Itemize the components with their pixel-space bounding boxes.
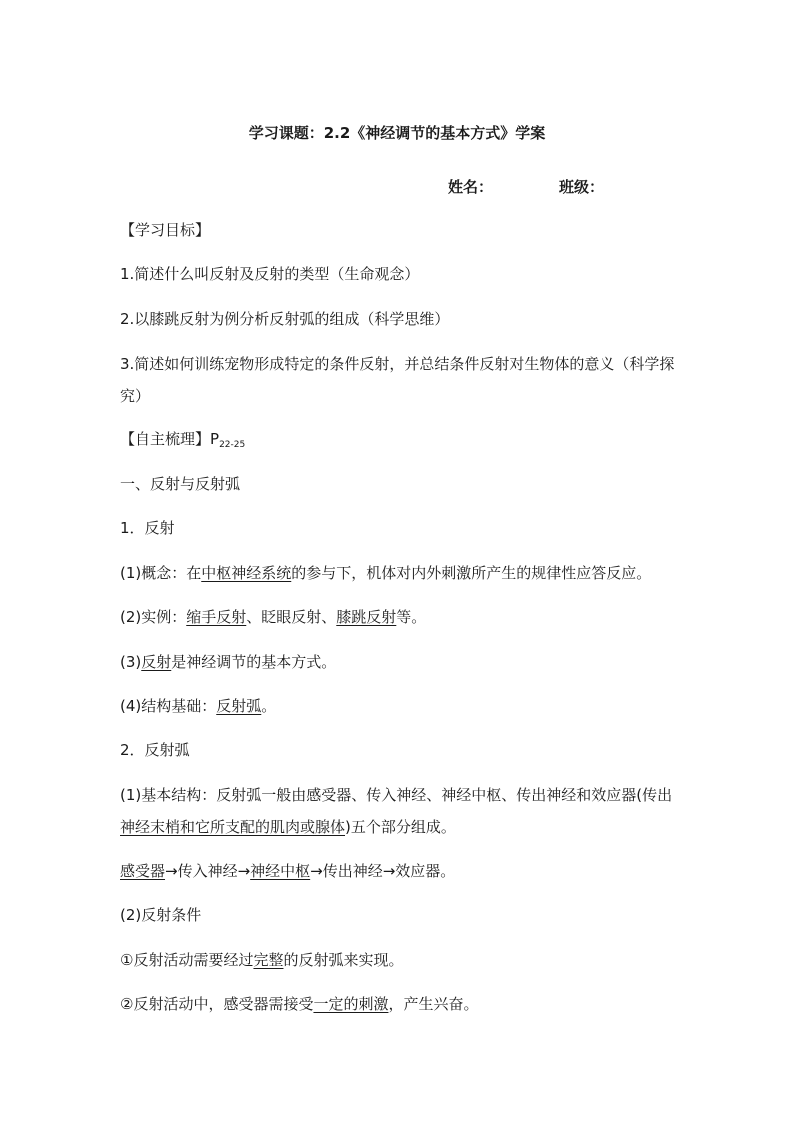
basic-mode-paragraph <box>120 652 682 672</box>
concept-paragraph <box>120 563 682 583</box>
text: (1)基本结构：反射弧一般由感受器、传入神经、神经中枢、传出神经和效应器(传出 <box>120 786 673 804</box>
goal-item-1: 1.简述什么叫反射及反射的类型（生命观念） <box>120 265 420 283</box>
text: (3) <box>120 653 142 671</box>
text: 、眨眼反射、 <box>246 608 337 626</box>
goal-item-3: 3.简述如何训练宠物形成特定的条件反射，并总结条件反射对生物体的意义（科学探究） <box>120 355 675 405</box>
text: 等。 <box>396 608 427 626</box>
page-title: 学习课题：2.2《神经调节的基本方式》学案 <box>248 124 546 142</box>
section-title: 一、反射与反射弧 <box>120 475 241 493</box>
reflex-conditions-heading: (2)反射条件 <box>120 906 202 924</box>
text: ，产生兴奋。 <box>388 995 479 1013</box>
self-study-heading <box>120 429 682 455</box>
answer-underline: 中枢神经系统 <box>201 564 292 582</box>
condition-1-paragraph <box>120 950 682 970</box>
condition-2-paragraph <box>120 994 682 1014</box>
page-ref-range: 22-25 <box>219 440 246 450</box>
answer-underline: 反射 <box>141 653 172 671</box>
pathway-paragraph <box>120 861 682 881</box>
text: (1)概念：在 <box>120 564 202 582</box>
examples-paragraph <box>120 607 682 627</box>
answer-underline: 缩手反射 <box>186 608 247 626</box>
class-label: 班级： <box>559 178 605 196</box>
answer-underline: 反射弧 <box>216 697 262 715</box>
name-label: 姓名： <box>448 178 494 196</box>
text: 。 <box>261 697 277 715</box>
text: →传出神经→效应器。 <box>310 862 456 880</box>
self-study-label: 【自主梳理】 <box>120 430 211 448</box>
subsection-reflex: 1．反射 <box>120 519 175 537</box>
answer-underline: 膝跳反射 <box>336 608 397 626</box>
answer-underline: 感受器 <box>120 862 166 880</box>
student-info <box>448 176 604 197</box>
structure-basis-paragraph <box>120 696 682 716</box>
text: →传入神经→ <box>165 862 251 880</box>
answer-underline: 完整 <box>253 951 284 969</box>
text: (2)实例： <box>120 608 187 626</box>
text: 的参与下，机体对内外刺激所产生的规律性应答反应。 <box>291 564 652 582</box>
answer-underline: 神经末梢和它所支配的肌肉或腺体 <box>120 818 346 836</box>
basic-structure-paragraph <box>120 779 682 843</box>
text: (4)结构基础： <box>120 697 217 715</box>
text: 是神经调节的基本方式。 <box>171 653 337 671</box>
answer-underline: 一定的刺激 <box>313 995 389 1013</box>
text: ②反射活动中，感受器需接受 <box>120 995 314 1013</box>
text: 的反射弧来实现。 <box>283 951 404 969</box>
goal-item-2: 2.以膝跳反射为例分析反射弧的组成（科学思维） <box>120 310 450 328</box>
text: ①反射活动需要经过 <box>120 951 254 969</box>
page-ref-p: P <box>210 430 220 448</box>
text: )五个部分组成。 <box>345 818 456 836</box>
goals-heading: 【学习目标】 <box>120 221 211 239</box>
subsection-reflex-arc: 2．反射弧 <box>120 741 190 759</box>
answer-underline: 神经中枢 <box>250 862 311 880</box>
